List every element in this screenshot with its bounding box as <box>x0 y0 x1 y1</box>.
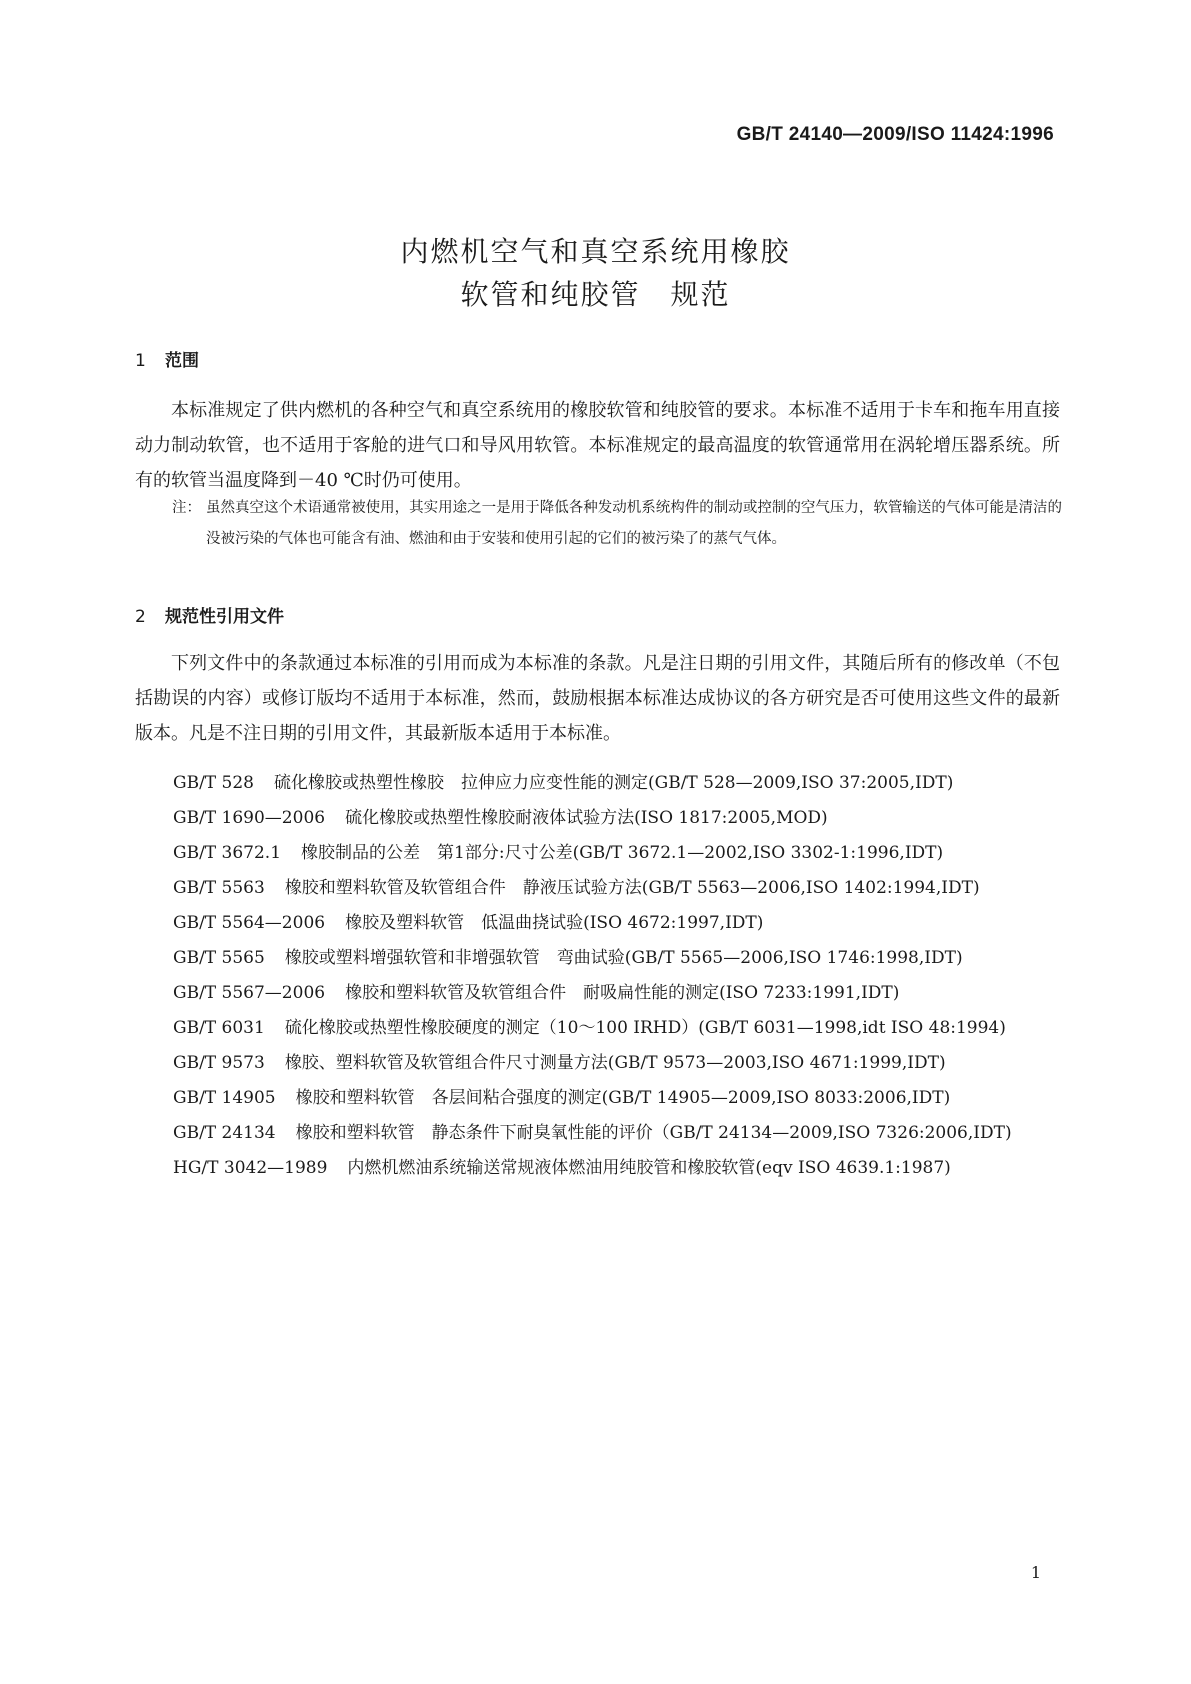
reference-item <box>135 976 1060 1011</box>
section-2-heading <box>135 602 284 627</box>
reference-item <box>135 1151 1060 1186</box>
reference-item <box>135 1011 1060 1046</box>
reference-code: GB/T 5563 <box>173 878 265 898</box>
standard-code: GB/T 24140—2009/ISO 11424:1996 <box>736 124 1054 145</box>
reference-title: 橡胶及塑料软管 低温曲挠试验(ISO 4672:1997,IDT) <box>345 913 764 933</box>
reference-title: 橡胶和塑料软管 静态条件下耐臭氧性能的评价（GB/T 24134—2009,ISO 7326:2006,IDT) <box>295 1123 1012 1143</box>
reference-title: 硫化橡胶或热塑性橡胶 拉伸应力应变性能的测定(GB/T 528—2009,ISO 37:2005,IDT) <box>274 773 954 793</box>
document-title-line-2: 软管和纯胶管 规范 <box>460 278 731 311</box>
normative-references-list <box>135 766 1060 1186</box>
section-2-paragraph: 下列文件中的条款通过本标准的引用而成为本标准的条款。凡是注日期的引用文件，其随后所有的修改单（不包括勘误的内容）或修订版均不适用于本标准，然而，鼓励根据本标准达成协议的各方研究是否可使用这些文件的最新版本。凡是不注日期的引用文件，其最新版本适用于本标准。 <box>135 653 1060 744</box>
reference-code: HG/T 3042—1989 <box>173 1158 328 1178</box>
reference-title: 橡胶和塑料软管及软管组合件 静液压试验方法(GB/T 5563—2006,ISO 1402:1994,IDT) <box>284 878 980 898</box>
section-2-number: 2 <box>135 607 146 627</box>
reference-item <box>135 941 1060 976</box>
reference-item <box>135 906 1060 941</box>
document-title-line-1: 内燃机空气和真空系统用橡胶 <box>400 235 791 268</box>
section-2-title: 规范性引用文件 <box>165 607 284 627</box>
reference-code: GB/T 3672.1 <box>173 843 282 863</box>
reference-item <box>135 836 1060 871</box>
reference-code: GB/T 14905 <box>173 1088 276 1108</box>
reference-item <box>135 1116 1060 1151</box>
reference-title: 橡胶或塑料增强软管和非增强软管 弯曲试验(GB/T 5565—2006,ISO 1746:1998,IDT) <box>284 948 963 968</box>
reference-code: GB/T 528 <box>173 773 254 793</box>
reference-item <box>135 871 1060 906</box>
section-1-body <box>135 393 1060 498</box>
reference-title: 橡胶和塑料软管及软管组合件 耐吸扁性能的测定(ISO 7233:1991,IDT) <box>345 983 900 1003</box>
section-1-number: 1 <box>135 351 146 371</box>
reference-title: 内燃机燃油系统输送常规液体燃油用纯胶管和橡胶软管(eqv ISO 4639.1:1987) <box>347 1158 951 1178</box>
note-label: 注： <box>172 500 201 516</box>
section-1-title: 范围 <box>165 351 199 371</box>
reference-title: 硫化橡胶或热塑性橡胶硬度的测定（10～100 IRHD）(GB/T 6031—1998,idt ISO 48:1994) <box>284 1018 1006 1038</box>
section-1-heading <box>135 346 199 371</box>
reference-title: 橡胶、塑料软管及软管组合件尺寸测量方法(GB/T 9573—2003,ISO 4671:1999,IDT) <box>284 1053 946 1073</box>
reference-code: GB/T 5564—2006 <box>173 913 326 933</box>
section-1-paragraph: 本标准规定了供内燃机的各种空气和真空系统用的橡胶软管和纯胶管的要求。本标准不适用于卡车和拖车用直接动力制动软管，也不适用于客舱的进气口和导风用软管。本标准规定的最高温度的软管通常用在涡轮增压器系统。所有的软管当温度降到－40 ℃时仍可使用。 <box>135 400 1060 491</box>
reference-item <box>135 801 1060 836</box>
reference-title: 橡胶制品的公差 第1部分:尺寸公差(GB/T 3672.1—2002,ISO 3302-1:1996,IDT) <box>301 843 944 863</box>
reference-code: GB/T 5567—2006 <box>173 983 326 1003</box>
reference-item <box>135 766 1060 801</box>
section-2-body <box>135 646 1060 751</box>
page-number: 1 <box>1030 1563 1041 1582</box>
section-1-note <box>172 493 1062 555</box>
reference-title: 橡胶和塑料软管 各层间粘合强度的测定(GB/T 14905—2009,ISO 8033:2006,IDT) <box>295 1088 951 1108</box>
reference-code: GB/T 5565 <box>173 948 265 968</box>
reference-item <box>135 1081 1060 1116</box>
reference-title: 硫化橡胶或热塑性橡胶耐液体试验方法(ISO 1817:2005,MOD) <box>345 808 828 828</box>
reference-code: GB/T 1690—2006 <box>173 808 326 828</box>
reference-code: GB/T 6031 <box>173 1018 265 1038</box>
reference-item <box>135 1046 1060 1081</box>
reference-code: GB/T 24134 <box>173 1123 276 1143</box>
note-text: 虽然真空这个术语通常被使用，其实用途之一是用于降低各种发动机系统构件的制动或控制的空气压力，软管输送的气体可能是清洁的没被污染的气体也可能含有油、燃油和由于安装和使用引起的它们的被污染了的蒸气气体。 <box>206 500 1062 547</box>
reference-code: GB/T 9573 <box>173 1053 265 1073</box>
